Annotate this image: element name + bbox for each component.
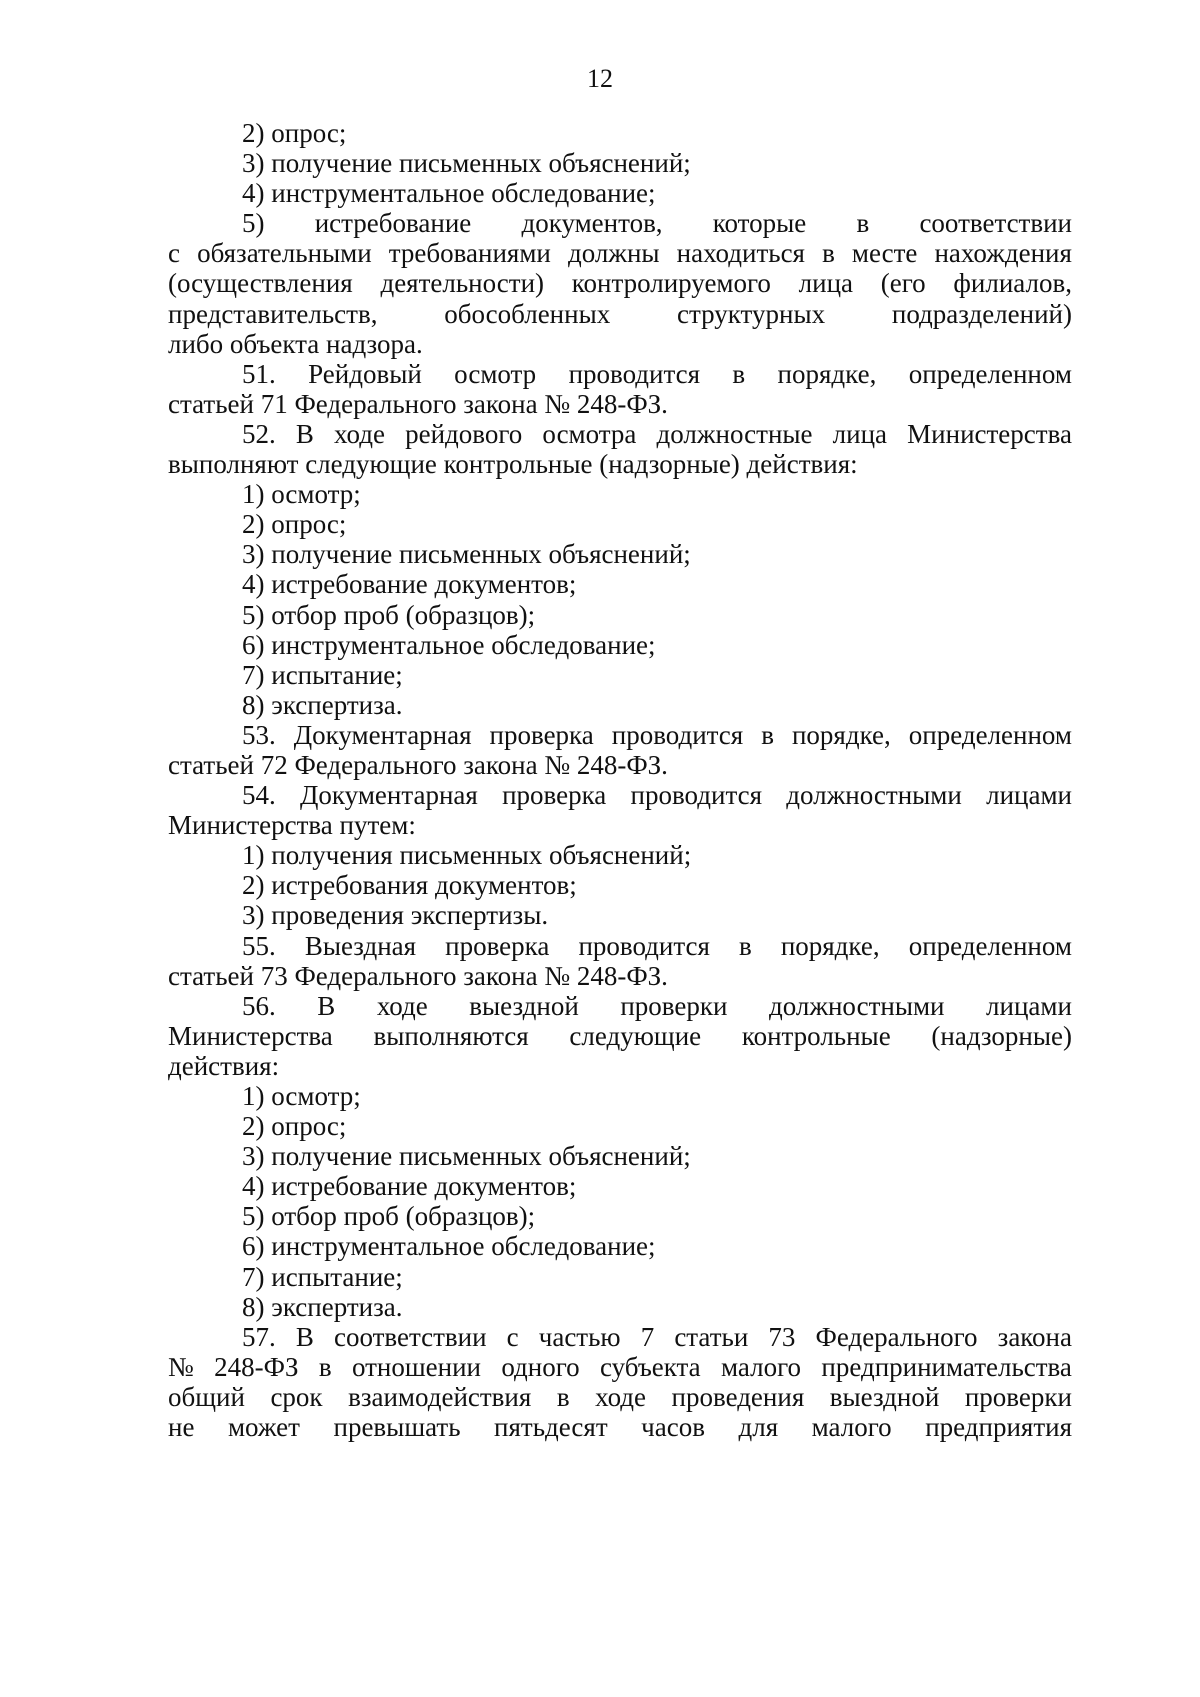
line-text: 8) экспертиза.: [242, 689, 403, 720]
word: 53.: [242, 719, 276, 750]
word: 51.: [242, 358, 276, 389]
word: проводится: [578, 930, 710, 961]
word: статьи: [674, 1321, 749, 1352]
word: предприятия: [925, 1412, 1072, 1443]
line-text: 1) осмотр;: [242, 1081, 361, 1111]
text-line: [0, 900, 1200, 930]
text-line: [0, 299, 1200, 329]
word: в: [738, 930, 752, 961]
word: Министерства: [168, 1020, 333, 1051]
text-line: [0, 1051, 1200, 1081]
line-text: 5) отбор проб (образцов);: [242, 599, 536, 630]
justified-text: [242, 720, 1072, 750]
word: Документарная: [293, 719, 472, 750]
text-line: [0, 720, 1200, 750]
word: рейдового: [405, 418, 523, 449]
line-text: статьей 71 Федерального закона № 248-ФЗ.: [168, 388, 668, 419]
word: месте: [851, 238, 918, 269]
word: в: [732, 358, 746, 389]
word: подразделений): [891, 298, 1072, 329]
word: деятельности): [380, 268, 545, 299]
word: с: [506, 1321, 519, 1352]
justified-text: [242, 991, 1072, 1021]
word: одного: [501, 1351, 580, 1382]
line-text: 3) получение письменных объяснений;: [242, 1141, 691, 1172]
word: с: [168, 238, 180, 269]
word: Выездная: [304, 930, 417, 961]
line-text: 3) получение письменных объяснений;: [242, 148, 691, 179]
text-line: [0, 208, 1200, 238]
text-line: [0, 268, 1200, 298]
word: 73: [768, 1321, 796, 1352]
text-line: [0, 238, 1200, 268]
word: может: [227, 1412, 300, 1443]
justified-text: [242, 780, 1072, 810]
word: Министерства: [907, 418, 1072, 449]
text-line: [0, 148, 1200, 178]
text-line: [0, 600, 1200, 630]
line-text: 6) инструментальное обследование;: [242, 1231, 656, 1262]
word: взаимодействия: [348, 1381, 532, 1412]
word: срок: [270, 1381, 323, 1412]
text-line: [0, 780, 1200, 810]
word: закона: [997, 1321, 1072, 1352]
line-text: 7) испытание;: [242, 659, 403, 690]
word: требованиями: [388, 238, 551, 269]
word: следующие: [569, 1020, 702, 1051]
word: Рейдовый: [308, 358, 422, 389]
word: выполняются: [373, 1020, 529, 1051]
text-line: [0, 1292, 1200, 1322]
line-text: 3) получение письменных объяснений;: [242, 539, 691, 570]
word: Документарная: [300, 780, 478, 811]
word: обязательными: [197, 238, 372, 269]
word: 55.: [242, 930, 276, 961]
word: 56.: [242, 990, 276, 1021]
word: проверки: [964, 1381, 1072, 1412]
line-text: 2) опрос;: [242, 1111, 347, 1142]
text-line: [0, 1021, 1200, 1051]
word: проверка: [489, 719, 594, 750]
word: контролируемого: [571, 268, 771, 299]
justified-text: [242, 931, 1072, 961]
word: должностными: [786, 780, 962, 811]
text-line: [0, 1111, 1200, 1141]
text-line: [0, 840, 1200, 870]
word: лица: [798, 268, 854, 299]
word: порядке,: [780, 930, 880, 961]
word: порядке,: [777, 358, 877, 389]
word: малого: [721, 1351, 802, 1382]
word: предпринимательства: [821, 1351, 1072, 1382]
word: 7: [640, 1321, 655, 1352]
line-text: 8) экспертиза.: [242, 1291, 403, 1322]
text-line: [0, 118, 1200, 148]
word: проверка: [445, 930, 550, 961]
justified-text: [168, 1352, 1072, 1382]
line-text: статьей 72 Федерального закона № 248-ФЗ.: [168, 749, 668, 780]
page-number: 12: [587, 64, 613, 93]
word: определенном: [908, 358, 1072, 389]
word: 5): [242, 208, 265, 239]
text-line: [0, 1171, 1200, 1201]
word: истребование: [314, 208, 472, 239]
word: лицами: [986, 990, 1072, 1021]
word: осмотр: [454, 358, 537, 389]
text-line: [0, 419, 1200, 449]
line-text: либо объекта надзора.: [168, 328, 423, 359]
text-line: [0, 961, 1200, 991]
word: В: [295, 1321, 314, 1352]
word: субъекта: [600, 1351, 701, 1382]
text-line: [0, 1352, 1200, 1382]
word: 248-ФЗ: [214, 1351, 299, 1382]
word: ходе: [334, 418, 385, 449]
text-line: [0, 1231, 1200, 1261]
word: частью: [538, 1321, 621, 1352]
word: проводится: [630, 780, 763, 811]
text-line: [0, 1382, 1200, 1412]
text-line: [0, 1322, 1200, 1352]
word: превышать: [333, 1412, 461, 1443]
word: определенном: [908, 930, 1072, 961]
justified-text: [168, 1382, 1072, 1412]
line-text: 7) испытание;: [242, 1261, 403, 1292]
justified-text: [242, 419, 1072, 449]
text-line: [0, 660, 1200, 690]
word: филиалов,: [953, 268, 1072, 299]
text-line: [0, 389, 1200, 419]
word: общий: [168, 1381, 245, 1412]
text-line: [0, 569, 1200, 599]
word: порядке,: [791, 719, 891, 750]
word: проводится: [568, 358, 701, 389]
word: ходе: [376, 990, 428, 1021]
line-text: статьей 73 Федерального закона № 248-ФЗ.: [168, 960, 668, 991]
line-text: 4) истребование документов;: [242, 569, 577, 600]
text-line: [0, 329, 1200, 359]
word: в: [822, 238, 835, 269]
line-text: действия:: [168, 1050, 280, 1081]
word: нахождения: [934, 238, 1072, 269]
line-text: Министерства путем:: [168, 810, 416, 841]
word: №: [168, 1351, 194, 1382]
text-line: [0, 931, 1200, 961]
word: документов,: [521, 208, 663, 239]
text-line: [0, 1081, 1200, 1111]
text-line: [0, 991, 1200, 1021]
word: которые: [712, 208, 807, 239]
line-text: 2) опрос;: [242, 118, 347, 148]
word: не: [168, 1412, 195, 1443]
word: (осуществления: [168, 268, 353, 299]
word: проверка: [502, 780, 607, 811]
word: В: [295, 418, 314, 449]
word: 54.: [242, 780, 276, 811]
word: должностные: [656, 418, 813, 449]
justified-text: [168, 299, 1072, 329]
text-line: [0, 1412, 1200, 1442]
word: должностными: [768, 990, 945, 1021]
word: (надзорные): [931, 1020, 1072, 1051]
line-text: 4) истребование документов;: [242, 1171, 577, 1202]
text-line: [0, 630, 1200, 660]
text-line: [0, 539, 1200, 569]
justified-text: [242, 1322, 1072, 1352]
word: лица: [832, 418, 888, 449]
word: находиться: [676, 238, 805, 269]
word: для: [738, 1412, 779, 1443]
text-line: [0, 750, 1200, 780]
line-text: 4) инструментальное обследование;: [242, 178, 656, 209]
justified-text: [168, 1021, 1072, 1051]
line-text: 3) проведения экспертизы.: [242, 900, 549, 931]
word: осмотра: [542, 418, 637, 449]
text-line: [0, 1201, 1200, 1231]
document-body: [0, 118, 1200, 1442]
text-line: [0, 449, 1200, 479]
word: обособленных: [444, 298, 611, 329]
text-line: [0, 1262, 1200, 1292]
line-text: 6) инструментальное обследование;: [242, 629, 656, 660]
text-line: [0, 870, 1200, 900]
justified-text: [168, 1412, 1072, 1442]
word: выездной: [469, 990, 579, 1021]
text-line: [0, 479, 1200, 509]
word: должны: [567, 238, 660, 269]
word: в: [556, 1381, 570, 1412]
word: в: [761, 719, 774, 750]
word: соответствии: [919, 208, 1072, 239]
word: соответствии: [333, 1321, 487, 1352]
word: 57.: [242, 1321, 276, 1352]
justified-text: [168, 268, 1072, 298]
justified-text: [242, 359, 1072, 389]
line-text: 1) осмотр;: [242, 479, 361, 510]
word: В: [317, 990, 336, 1021]
word: проверки: [620, 990, 728, 1021]
word: представительств,: [168, 298, 378, 329]
justified-text: [168, 238, 1072, 268]
word: структурных: [677, 298, 826, 329]
text-line: [0, 359, 1200, 389]
word: часов: [641, 1412, 705, 1443]
word: определенном: [908, 719, 1072, 750]
word: Федерального: [815, 1321, 978, 1352]
word: (его: [880, 268, 926, 299]
line-text: 2) истребования документов;: [242, 870, 577, 901]
word: 52.: [242, 418, 276, 449]
line-text: 2) опрос;: [242, 509, 347, 540]
word: проводится: [611, 719, 744, 750]
text-line: [0, 810, 1200, 840]
word: отношении: [351, 1351, 481, 1382]
line-text: 5) отбор проб (образцов);: [242, 1201, 536, 1232]
line-text: 1) получения письменных объяснений;: [242, 840, 692, 871]
word: проведения: [671, 1381, 805, 1412]
text-line: [0, 509, 1200, 539]
line-text: выполняют следующие контрольные (надзорные) действия:: [168, 449, 858, 480]
word: в: [856, 208, 870, 239]
word: пятьдесят: [494, 1412, 608, 1443]
word: лицами: [986, 780, 1072, 811]
word: выездной: [829, 1381, 940, 1412]
text-line: [0, 1141, 1200, 1171]
word: малого: [811, 1412, 892, 1443]
text-line: [0, 178, 1200, 208]
text-line: [0, 690, 1200, 720]
word: ходе: [595, 1381, 647, 1412]
word: в: [318, 1351, 332, 1382]
justified-text: [242, 208, 1072, 238]
word: контрольные: [741, 1020, 891, 1051]
